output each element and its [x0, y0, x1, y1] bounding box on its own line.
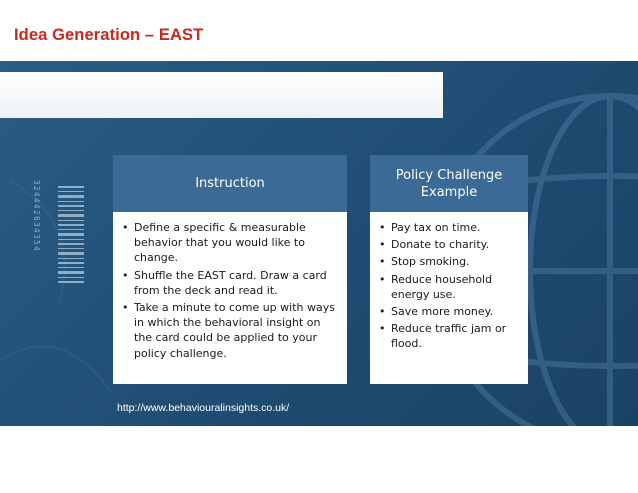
bullet-dot-icon: •	[122, 268, 129, 282]
title-bar	[0, 72, 443, 118]
bullet-dot-icon: •	[122, 221, 129, 234]
list-item: • Save more money.	[379, 305, 494, 319]
example-list	[377, 220, 523, 354]
list-item: • Reduce household energy use.	[379, 272, 493, 301]
list-item: • Shuffle the EAST card. Draw a card from the deck and read it.	[122, 268, 327, 297]
list-item: • Take a minute to come up with ways in which the behavioral insight on the card could be applied to your policy challenge.	[122, 301, 335, 360]
example-card-header: Policy Challenge Example	[370, 155, 528, 212]
slide-title: Idea Generation – EAST	[14, 26, 204, 44]
list-item: • Stop smoking.	[379, 255, 470, 269]
barcode-icon	[58, 186, 84, 286]
footer-url-link[interactable]: http://www.behaviouralinsights.co.uk/	[117, 402, 290, 414]
bullet-dot-icon: •	[379, 238, 386, 252]
bullet-dot-icon: •	[379, 322, 386, 336]
bullet-dot-icon: •	[122, 301, 129, 315]
list-item: • Pay tax on time.	[379, 221, 481, 234]
example-card-body	[370, 212, 528, 384]
list-item: • Donate to charity.	[379, 238, 490, 252]
example-card	[370, 155, 528, 384]
instruction-card	[113, 155, 347, 384]
instruction-list	[120, 220, 342, 363]
barcode-digits: 324442634354	[32, 180, 41, 253]
instruction-card-body	[113, 212, 347, 384]
list-item: • Reduce traffic jam or flood.	[379, 322, 507, 351]
bullet-dot-icon: •	[379, 255, 386, 269]
list-item: • Define a specific & measurable behavior that you would like to change.	[122, 221, 306, 265]
bullet-dot-icon: •	[379, 305, 386, 319]
bullet-dot-icon: •	[379, 272, 386, 286]
instruction-card-header: Instruction	[113, 155, 347, 212]
bullet-dot-icon: •	[379, 221, 386, 234]
